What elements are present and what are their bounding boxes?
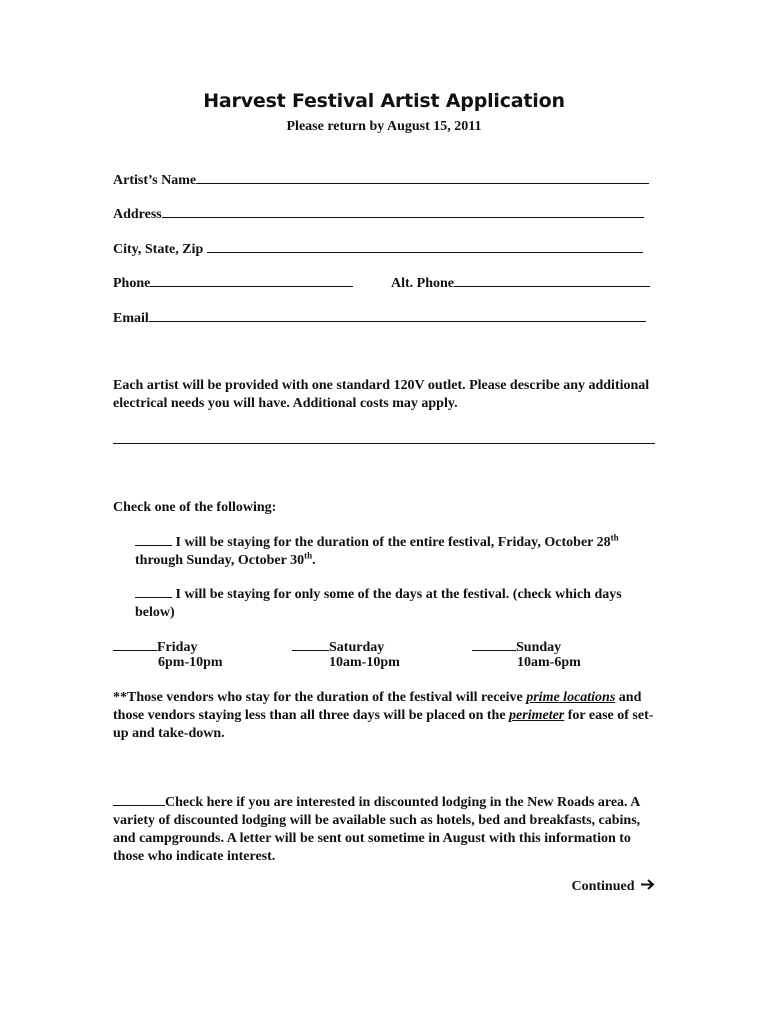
- email-label: Email: [113, 311, 149, 326]
- phone-label: Phone: [113, 276, 151, 291]
- full-festival-text: I will be staying for the duration of the entire festival, Friday, October 28: [175, 535, 611, 550]
- perimeter-emphasis: perimeter: [509, 708, 565, 723]
- ordinal-suffix: th: [304, 550, 313, 561]
- lodging-text: Check here if you are interested in discounted lodging in the New Roads area. A variety of discounted lodging will be available such as hotels, bed and breakfasts, cabins, and campgrounds. A letter will be sent out sometime in August with this information to those who indicate interest.: [113, 795, 641, 864]
- sunday-hours: 10am-6pm: [517, 655, 581, 670]
- partial-festival-text: I will be staying for only some of the days at the festival. (check which days below): [135, 587, 622, 620]
- friday-label: Friday: [157, 640, 198, 655]
- full-festival-option[interactable]: [135, 533, 655, 570]
- saturday-hours: 10am-10pm: [329, 655, 400, 670]
- artist-name-label: Artist’s Name: [113, 173, 197, 188]
- email-field[interactable]: [113, 309, 646, 327]
- artist-name-field[interactable]: [113, 171, 649, 189]
- location-note: [113, 689, 658, 743]
- phone-line[interactable]: [150, 274, 353, 287]
- lodging-checkline[interactable]: [113, 793, 165, 806]
- city-state-zip-line[interactable]: [207, 240, 643, 253]
- lodging-option[interactable]: [113, 793, 658, 866]
- day-friday[interactable]: [113, 638, 197, 656]
- email-line[interactable]: [149, 309, 646, 322]
- sunday-checkline[interactable]: [472, 638, 516, 651]
- phone-field[interactable]: [113, 274, 353, 292]
- attendance-prompt: Check one of the following:: [113, 500, 277, 515]
- address-label: Address: [113, 207, 162, 222]
- partial-festival-option[interactable]: [135, 585, 655, 622]
- city-state-zip-field[interactable]: [113, 240, 643, 258]
- full-festival-checkline[interactable]: [135, 533, 172, 546]
- form-title: Harvest Festival Artist Application: [203, 90, 565, 112]
- location-note-text: for ease of set-up and take-down.: [113, 708, 654, 741]
- alt-phone-line[interactable]: [454, 274, 650, 287]
- friday-checkline[interactable]: [113, 638, 157, 651]
- return-deadline: Please return by August 15, 2011: [286, 119, 482, 134]
- continued-indicator: [571, 879, 655, 895]
- right-arrow-icon: [641, 879, 655, 895]
- day-saturday[interactable]: [292, 638, 384, 656]
- full-festival-period: .: [312, 553, 316, 568]
- day-sunday[interactable]: [472, 638, 561, 656]
- friday-hours: 6pm-10pm: [158, 655, 223, 670]
- address-field[interactable]: [113, 205, 644, 223]
- prime-locations-emphasis: prime locations: [526, 690, 616, 705]
- full-festival-text-end: through Sunday, October 30: [135, 553, 305, 568]
- location-note-text: and those vendors staying less than all three days will be placed on the: [113, 690, 642, 723]
- electrical-needs-line[interactable]: [113, 443, 655, 444]
- location-note-text: **Those vendors who stay for the duration of the festival will receive: [113, 690, 527, 705]
- city-state-zip-label: City, State, Zip: [113, 242, 204, 257]
- electrical-needs-text: Each artist will be provided with one standard 120V outlet. Please describe any additional electrical needs you will have. Additional costs may apply.: [113, 378, 650, 411]
- partial-festival-checkline[interactable]: [135, 585, 172, 598]
- sunday-label: Sunday: [516, 640, 562, 655]
- alt-phone-field[interactable]: [391, 274, 650, 292]
- artist-name-line[interactable]: [196, 171, 649, 184]
- ordinal-suffix: th: [610, 532, 619, 543]
- alt-phone-label: Alt. Phone: [391, 276, 454, 291]
- continued-label: Continued: [571, 879, 635, 894]
- saturday-checkline[interactable]: [292, 638, 329, 651]
- address-line[interactable]: [162, 205, 644, 218]
- saturday-label: Saturday: [329, 640, 385, 655]
